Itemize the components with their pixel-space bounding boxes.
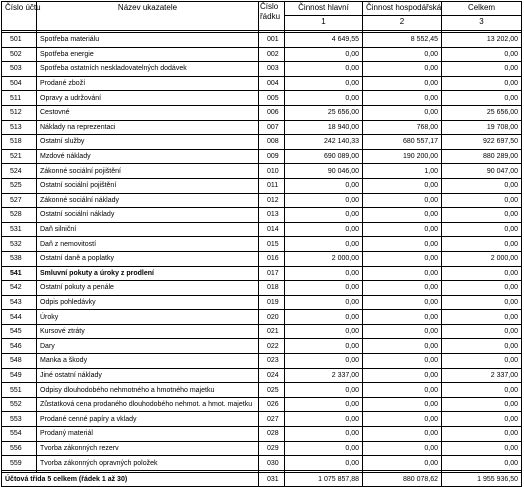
account-number-cell: 511 (2, 91, 37, 106)
row-number-cell: 019 (259, 295, 285, 310)
account-number-cell: 521 (2, 149, 37, 164)
main-activity-cell: 0,00 (285, 76, 363, 91)
header-indicator-name: Název ukazatele (37, 2, 259, 31)
account-number-cell: 504 (2, 76, 37, 91)
account-number-cell: 503 (2, 62, 37, 77)
table-row (2, 295, 522, 310)
account-number-cell: 544 (2, 310, 37, 325)
account-number-cell: 554 (2, 427, 37, 442)
indicator-name-cell: Prodané cenné papíry a vklady (37, 412, 259, 427)
total-cell: 0,00 (442, 383, 522, 398)
account-number-cell: 546 (2, 339, 37, 354)
table-row (2, 310, 522, 325)
main-activity-cell: 0,00 (285, 310, 363, 325)
business-activity-cell: 0,00 (363, 237, 442, 252)
table-row (2, 135, 522, 150)
account-number-cell: 527 (2, 193, 37, 208)
total-cell: 0,00 (442, 354, 522, 369)
indicator-name-cell: Spotřeba energie (37, 47, 259, 62)
indicator-name-cell: Daň z nemovitostí (37, 237, 259, 252)
row-number-cell: 030 (259, 456, 285, 471)
business-activity-cell: 0,00 (363, 105, 442, 120)
row-number-cell: 026 (259, 397, 285, 412)
main-activity-cell: 0,00 (285, 281, 363, 296)
business-activity-cell: 0,00 (363, 47, 442, 62)
row-number-cell: 002 (259, 47, 285, 62)
main-activity-cell: 0,00 (285, 222, 363, 237)
business-activity-cell: 0,00 (363, 354, 442, 369)
header-main-activity: Činnost hlavní (285, 2, 363, 16)
header-business-activity: Činnost hospodářská (363, 2, 442, 16)
row-number-cell: 013 (259, 208, 285, 223)
header-total: Celkem (442, 2, 522, 16)
total-cell: 13 202,00 (442, 33, 522, 48)
account-number-cell: 545 (2, 324, 37, 339)
row-number-cell: 011 (259, 178, 285, 193)
table-row (2, 281, 522, 296)
account-number-cell: 512 (2, 105, 37, 120)
summary-line-no: 031 (259, 472, 285, 487)
main-activity-cell: 0,00 (285, 397, 363, 412)
row-number-cell: 003 (259, 62, 285, 77)
business-activity-cell: 0,00 (363, 178, 442, 193)
header-row-no: Číslo řádku (259, 2, 285, 31)
table-row (2, 208, 522, 223)
table-row (2, 354, 522, 369)
business-activity-cell: 0,00 (363, 62, 442, 77)
main-activity-cell: 0,00 (285, 47, 363, 62)
business-activity-cell: 0,00 (363, 310, 442, 325)
main-activity-cell: 0,00 (285, 383, 363, 398)
account-number-cell: 528 (2, 208, 37, 223)
row-number-cell: 001 (259, 33, 285, 48)
total-cell: 0,00 (442, 178, 522, 193)
total-cell: 0,00 (442, 91, 522, 106)
total-cell: 922 697,50 (442, 135, 522, 150)
account-number-cell: 543 (2, 295, 37, 310)
row-number-cell: 007 (259, 120, 285, 135)
table-row (2, 120, 522, 135)
indicator-name-cell: Tvorba zákonných opravných položek (37, 456, 259, 471)
table-row (2, 324, 522, 339)
table-row (2, 441, 522, 456)
business-activity-cell: 0,00 (363, 76, 442, 91)
business-activity-cell: 0,00 (363, 368, 442, 383)
column-number: 3 (442, 16, 522, 31)
total-cell: 0,00 (442, 412, 522, 427)
account-number-cell: 549 (2, 368, 37, 383)
main-activity-cell: 0,00 (285, 324, 363, 339)
indicator-name-cell: Odpis pohledávky (37, 295, 259, 310)
business-activity-cell: 0,00 (363, 266, 442, 281)
total-cell: 25 656,00 (442, 105, 522, 120)
total-cell: 0,00 (442, 208, 522, 223)
main-activity-cell: 2 000,00 (285, 251, 363, 266)
business-activity-cell: 0,00 (363, 383, 442, 398)
column-number: 2 (363, 16, 442, 31)
table-row (2, 33, 522, 48)
table-row (2, 383, 522, 398)
total-cell: 90 047,00 (442, 164, 522, 179)
main-activity-cell: 0,00 (285, 354, 363, 369)
indicator-name-cell: Úroky (37, 310, 259, 325)
indicator-name-cell: Spotřeba materiálu (37, 33, 259, 48)
total-cell: 0,00 (442, 266, 522, 281)
main-activity-cell: 0,00 (285, 237, 363, 252)
total-cell: 0,00 (442, 76, 522, 91)
row-number-cell: 009 (259, 149, 285, 164)
row-number-cell: 004 (259, 76, 285, 91)
row-number-cell: 008 (259, 135, 285, 150)
table-row (2, 397, 522, 412)
indicator-name-cell: Prodaný materiál (37, 427, 259, 442)
indicator-name-cell: Prodané zboží (37, 76, 259, 91)
row-number-cell: 018 (259, 281, 285, 296)
total-cell: 880 289,00 (442, 149, 522, 164)
main-activity-cell: 690 089,00 (285, 149, 363, 164)
indicator-name-cell: Zákonné sociální náklady (37, 193, 259, 208)
business-activity-cell: 190 200,00 (363, 149, 442, 164)
row-number-cell: 016 (259, 251, 285, 266)
indicator-name-cell: Odpisy dlouhodobého nehmotného a hmotného majetku (37, 383, 259, 398)
row-number-cell: 024 (259, 368, 285, 383)
account-number-cell: 501 (2, 33, 37, 48)
summary-label: Účtová třída 5 celkem (řádek 1 až 30) (2, 472, 259, 487)
table-row (2, 178, 522, 193)
total-cell: 0,00 (442, 222, 522, 237)
row-number-cell: 014 (259, 222, 285, 237)
total-cell: 0,00 (442, 295, 522, 310)
indicator-name-cell: Ostatní daně a poplatky (37, 251, 259, 266)
table-row (2, 412, 522, 427)
account-number-cell: 552 (2, 397, 37, 412)
business-activity-cell: 0,00 (363, 222, 442, 237)
summary-row (2, 472, 522, 487)
row-number-cell: 012 (259, 193, 285, 208)
row-number-cell: 020 (259, 310, 285, 325)
main-activity-cell: 0,00 (285, 339, 363, 354)
business-activity-cell: 768,00 (363, 120, 442, 135)
table-row (2, 251, 522, 266)
row-number-cell: 028 (259, 427, 285, 442)
column-number: 1 (285, 16, 363, 31)
account-number-cell: 551 (2, 383, 37, 398)
account-number-cell: 532 (2, 237, 37, 252)
indicator-name-cell: Spotřeba ostatních neskladovatelných dodávek (37, 62, 259, 77)
business-activity-cell: 0,00 (363, 397, 442, 412)
main-activity-cell: 90 046,00 (285, 164, 363, 179)
table-row (2, 105, 522, 120)
table-row (2, 456, 522, 471)
table-body (2, 31, 522, 471)
indicator-name-cell: Tvorba zákonných rezerv (37, 441, 259, 456)
indicator-name-cell: Smluvní pokuty a úroky z prodlení (37, 266, 259, 281)
table-row (2, 76, 522, 91)
account-number-cell: 518 (2, 135, 37, 150)
total-cell: 0,00 (442, 339, 522, 354)
indicator-name-cell: Mzdové náklady (37, 149, 259, 164)
total-cell: 0,00 (442, 281, 522, 296)
indicator-name-cell: Daň silniční (37, 222, 259, 237)
business-activity-cell: 0,00 (363, 456, 442, 471)
row-number-cell: 025 (259, 383, 285, 398)
main-activity-cell: 0,00 (285, 412, 363, 427)
table-row (2, 237, 522, 252)
total-cell: 2 000,00 (442, 251, 522, 266)
main-activity-cell: 4 649,55 (285, 33, 363, 48)
row-number-cell: 017 (259, 266, 285, 281)
total-cell: 2 337,00 (442, 368, 522, 383)
account-number-cell: 538 (2, 251, 37, 266)
total-cell: 0,00 (442, 324, 522, 339)
main-activity-cell: 18 940,00 (285, 120, 363, 135)
indicator-name-cell: Zůstatková cena prodaného dlouhodobého nehmot. a hmot. majetku (37, 397, 259, 412)
business-activity-cell: 0,00 (363, 208, 442, 223)
business-activity-cell: 1,00 (363, 164, 442, 179)
main-activity-cell: 2 337,00 (285, 368, 363, 383)
total-cell: 0,00 (442, 193, 522, 208)
account-number-cell: 542 (2, 281, 37, 296)
row-number-cell: 029 (259, 441, 285, 456)
business-activity-cell: 0,00 (363, 295, 442, 310)
main-activity-cell: 0,00 (285, 91, 363, 106)
table-row (2, 266, 522, 281)
summary-total-value: 1 955 936,50 (442, 472, 522, 487)
indicator-name-cell: Ostatní pokuty a penále (37, 281, 259, 296)
account-number-cell: 559 (2, 456, 37, 471)
total-cell: 0,00 (442, 427, 522, 442)
business-activity-cell: 0,00 (363, 441, 442, 456)
row-number-cell: 023 (259, 354, 285, 369)
account-number-cell: 553 (2, 412, 37, 427)
main-activity-cell: 0,00 (285, 295, 363, 310)
business-activity-cell: 0,00 (363, 91, 442, 106)
total-cell: 0,00 (442, 62, 522, 77)
table-row (2, 164, 522, 179)
business-activity-cell: 0,00 (363, 412, 442, 427)
business-activity-cell: 0,00 (363, 324, 442, 339)
main-activity-cell: 242 140,33 (285, 135, 363, 150)
main-activity-cell: 0,00 (285, 62, 363, 77)
row-number-cell: 021 (259, 324, 285, 339)
indicator-name-cell: Cestovné (37, 105, 259, 120)
indicator-name-cell: Ostatní sociální náklady (37, 208, 259, 223)
main-activity-cell: 25 656,00 (285, 105, 363, 120)
indicator-name-cell: Kursové ztráty (37, 324, 259, 339)
table-row (2, 62, 522, 77)
account-number-cell: 548 (2, 354, 37, 369)
table-row (2, 193, 522, 208)
main-activity-cell: 0,00 (285, 427, 363, 442)
row-number-cell: 010 (259, 164, 285, 179)
account-number-cell: 525 (2, 178, 37, 193)
account-number-cell: 531 (2, 222, 37, 237)
account-number-cell: 513 (2, 120, 37, 135)
main-activity-cell: 0,00 (285, 208, 363, 223)
table-row (2, 149, 522, 164)
row-number-cell: 027 (259, 412, 285, 427)
table-row (2, 427, 522, 442)
row-number-cell: 015 (259, 237, 285, 252)
table-row (2, 47, 522, 62)
indicator-name-cell: Manka a škody (37, 354, 259, 369)
total-cell: 0,00 (442, 397, 522, 412)
total-cell: 19 708,00 (442, 120, 522, 135)
table-row (2, 222, 522, 237)
header-row (2, 2, 522, 16)
indicator-name-cell: Jiné ostatní náklady (37, 368, 259, 383)
business-activity-cell: 0,00 (363, 427, 442, 442)
summary-main-value: 1 075 857,88 (285, 472, 363, 487)
business-activity-cell: 680 557,17 (363, 135, 442, 150)
business-activity-cell: 0,00 (363, 193, 442, 208)
header-account-no: Číslo účtu (2, 2, 37, 31)
total-cell: 0,00 (442, 310, 522, 325)
business-activity-cell: 0,00 (363, 281, 442, 296)
row-number-cell: 022 (259, 339, 285, 354)
table-row (2, 91, 522, 106)
account-number-cell: 524 (2, 164, 37, 179)
total-cell: 0,00 (442, 456, 522, 471)
indicator-name-cell: Ostatní sociální pojištění (37, 178, 259, 193)
indicator-name-cell: Zákonné sociální pojištění (37, 164, 259, 179)
main-activity-cell: 0,00 (285, 178, 363, 193)
indicator-name-cell: Dary (37, 339, 259, 354)
total-cell: 0,00 (442, 441, 522, 456)
main-activity-cell: 0,00 (285, 266, 363, 281)
indicator-name-cell: Opravy a udržování (37, 91, 259, 106)
main-activity-cell: 0,00 (285, 193, 363, 208)
total-cell: 0,00 (442, 237, 522, 252)
business-activity-cell: 0,00 (363, 339, 442, 354)
indicator-name-cell: Náklady na reprezentaci (37, 120, 259, 135)
indicator-name-cell: Ostatní služby (37, 135, 259, 150)
table-row (2, 368, 522, 383)
business-activity-cell: 8 552,45 (363, 33, 442, 48)
business-activity-cell: 0,00 (363, 251, 442, 266)
summary-business-value: 880 078,62 (363, 472, 442, 487)
row-number-cell: 005 (259, 91, 285, 106)
account-number-cell: 502 (2, 47, 37, 62)
total-cell: 0,00 (442, 47, 522, 62)
main-activity-cell: 0,00 (285, 441, 363, 456)
main-activity-cell: 0,00 (285, 456, 363, 471)
table-row (2, 339, 522, 354)
account-number-cell: 556 (2, 441, 37, 456)
expense-table (1, 1, 522, 487)
row-number-cell: 006 (259, 105, 285, 120)
account-number-cell: 541 (2, 266, 37, 281)
